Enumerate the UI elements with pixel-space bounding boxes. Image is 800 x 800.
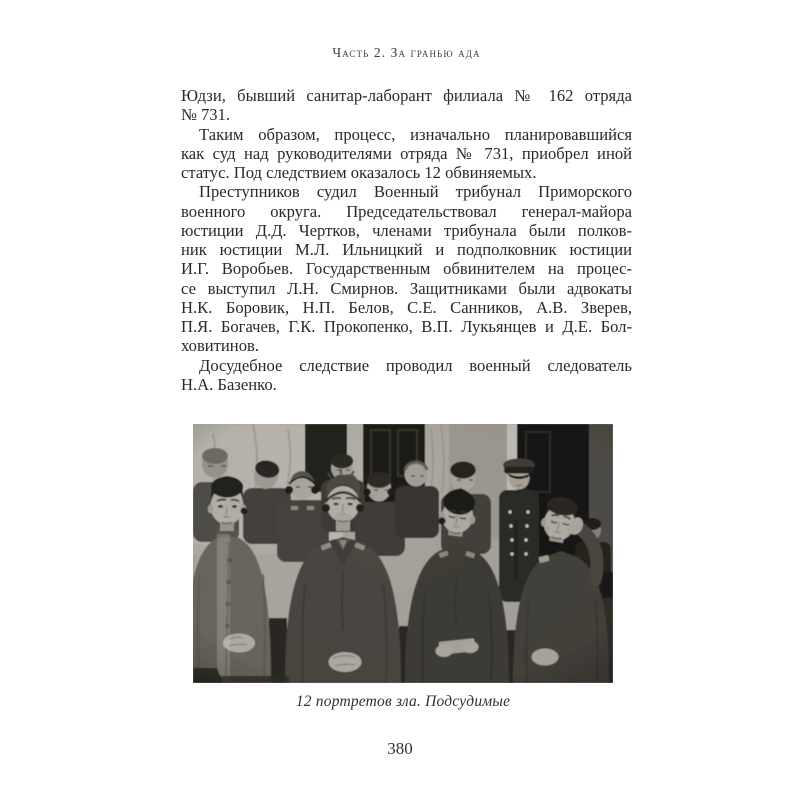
photo-vignette xyxy=(193,424,613,683)
text-line: се выступил Л.Н. Смирнов. Защитниками были адвокаты xyxy=(181,278,632,298)
text-line: как суд над руководителями отряда № 731, приобрел иной xyxy=(181,143,632,163)
text-line: ник юстиции М.Л. Ильницкий и подполковник юстиции xyxy=(181,240,632,260)
text-line: П.Я. Богачев, Г.К. Прокопенко, В.П. Лукьянцев и Д.Е. Бол- xyxy=(181,317,632,337)
trial-photo xyxy=(193,424,613,683)
paragraph xyxy=(181,125,632,183)
text-line: Преступников судил Военный трибунал Приморского xyxy=(199,182,632,202)
text-line: военного округа. Председательствовал генерал-майора xyxy=(181,201,632,221)
text-line: И.Г. Воробьев. Государственным обвинителем на процес- xyxy=(181,259,632,279)
text-line: № 731. xyxy=(181,105,231,125)
text-line: Досудебное следствие проводил военный следователь xyxy=(199,355,632,375)
paragraph xyxy=(181,86,632,125)
text-line: статус. Под следствием оказалось 12 обвиняемых. xyxy=(181,163,537,183)
text-line: Таким образом, процесс, изначально планировавшийся xyxy=(199,124,632,144)
text-line: Юдзи, бывший санитар-лаборант филиала № 162 отряда xyxy=(181,86,632,105)
text-line: ховитинов. xyxy=(181,336,259,356)
text-line: Н.А. Базенко. xyxy=(181,374,277,394)
text-line: юстиции Д.Д. Чертков, членами трибунала были полков- xyxy=(181,220,632,240)
running-header: Часть 2. За гранью ада xyxy=(332,45,481,60)
page-number: 380 xyxy=(387,739,413,758)
body-text xyxy=(181,86,632,394)
paragraph xyxy=(181,182,632,355)
text-line: Н.К. Боровик, Н.П. Белов, С.Е. Санников, А.В. Зверев, xyxy=(181,297,632,317)
paragraph xyxy=(181,356,632,395)
photo-caption: 12 портретов зла. Подсудимые xyxy=(295,693,511,710)
